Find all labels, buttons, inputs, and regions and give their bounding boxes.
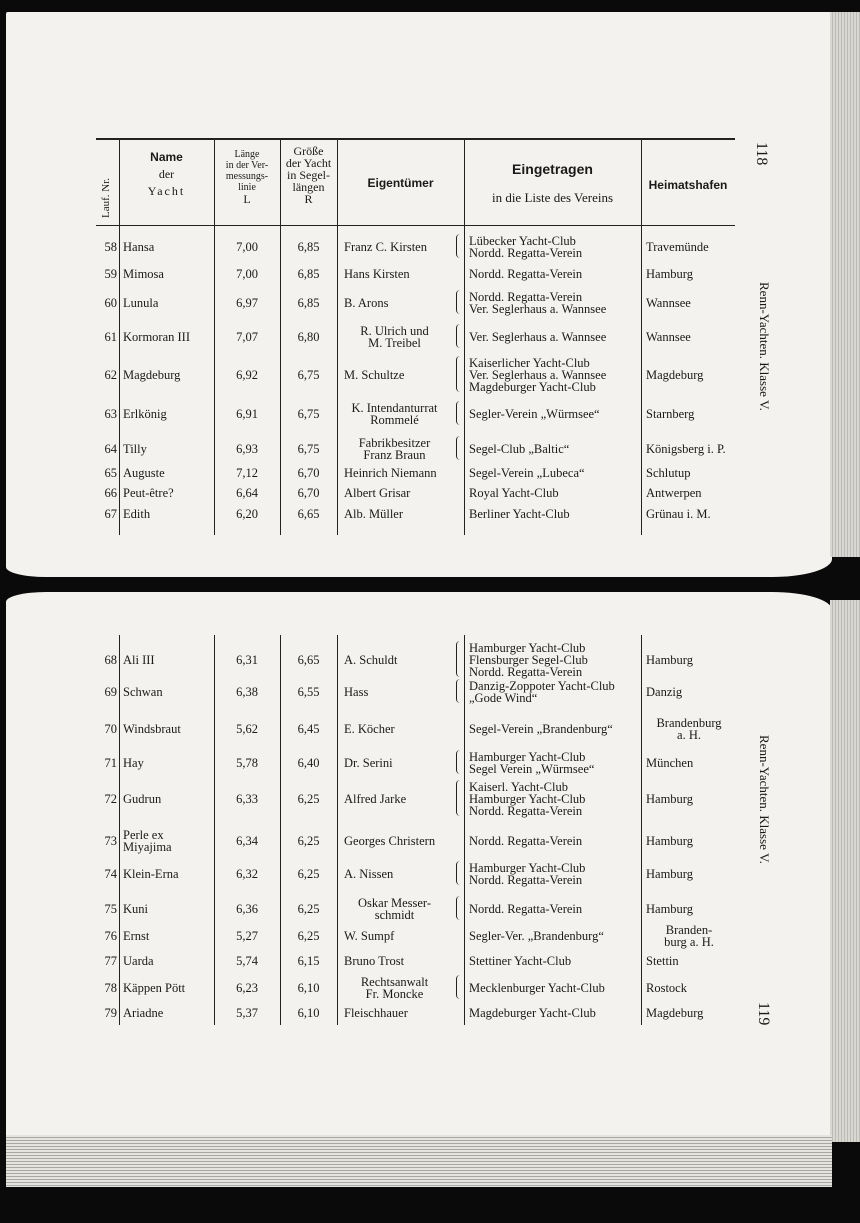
- row-name: Perle ex: [123, 828, 164, 842]
- brace: [456, 861, 460, 885]
- column-divider: [119, 140, 120, 535]
- row-owner: Fabrikbesitzer: [358, 436, 431, 450]
- row-groesse: 6,65: [297, 507, 320, 521]
- row-club: Nordd. Regatta-Verein: [469, 267, 583, 281]
- row-owner: Albert Grisar: [344, 486, 411, 500]
- row-owner: Georges Christern: [344, 834, 436, 848]
- row-nr: 78: [104, 981, 117, 995]
- row-heimatshafen: a. H.: [677, 728, 701, 742]
- row-nr: 74: [104, 867, 117, 881]
- row-laenge: 6,36: [236, 902, 258, 916]
- row-laenge: 6,97: [236, 296, 258, 310]
- row-laenge: 7,00: [236, 240, 258, 254]
- row-owner: Fleischhauer: [344, 1006, 408, 1020]
- row-laenge: 6,64: [236, 486, 258, 500]
- row-owner: K. Intendanturrat: [351, 401, 438, 415]
- row-name: Magdeburg: [123, 368, 181, 382]
- row-laenge: 6,32: [236, 867, 258, 881]
- header-laenge: messungs-: [225, 171, 269, 182]
- brace: [456, 436, 460, 460]
- row-owner: A. Schuldt: [344, 653, 398, 667]
- row-club: Segel Verein „Würmsee“: [469, 762, 595, 776]
- row-name: Ariadne: [123, 1006, 164, 1020]
- row-groesse: 6,80: [297, 330, 320, 344]
- header-laenge: Länge: [234, 149, 260, 160]
- row-nr: 76: [104, 929, 117, 943]
- row-club: Mecklenburger Yacht-Club: [469, 981, 605, 995]
- row-groesse: 6,65: [297, 653, 320, 667]
- row-club: Nordd. Regatta-Verein: [469, 290, 583, 304]
- row-club: Royal Yacht-Club: [469, 486, 559, 500]
- header-rule-top: [96, 138, 735, 140]
- row-nr: 58: [104, 240, 117, 254]
- row-name: Peut-être?: [123, 486, 174, 500]
- row-heimatshafen: Antwerpen: [646, 486, 702, 500]
- row-laenge: 6,31: [236, 653, 258, 667]
- row-nr: 70: [104, 722, 117, 736]
- row-heimatshafen: Danzig: [646, 685, 683, 699]
- row-heimatshafen: Rostock: [646, 981, 687, 995]
- row-laenge: 5,62: [236, 722, 258, 736]
- row-name: Miyajima: [123, 840, 172, 854]
- row-groesse: 6,10: [297, 1006, 320, 1020]
- row-club: Hamburger Yacht-Club: [469, 792, 586, 806]
- row-club: Segel-Verein „Brandenburg“: [469, 722, 613, 736]
- row-nr: 71: [104, 756, 117, 770]
- row-club: Magdeburger Yacht-Club: [469, 380, 596, 394]
- header-laenge: linie: [238, 182, 256, 193]
- row-club: Hamburger Yacht-Club: [469, 861, 586, 875]
- row-groesse: 6,55: [297, 685, 320, 699]
- row-heimatshafen: Hamburg: [646, 792, 693, 806]
- header-name: Yacht: [147, 184, 186, 198]
- row-name: Ali III: [123, 653, 155, 667]
- row-laenge: 6,20: [236, 507, 258, 521]
- row-laenge: 6,34: [236, 834, 258, 848]
- row-club: Nordd. Regatta-Verein: [469, 665, 583, 679]
- row-nr: 79: [104, 1006, 117, 1020]
- row-heimatshafen: burg a. H.: [664, 935, 714, 949]
- row-laenge: 5,27: [236, 929, 258, 943]
- row-club: Nordd. Regatta-Verein: [469, 246, 583, 260]
- row-groesse: 6,25: [297, 867, 320, 881]
- row-groesse: 6,25: [297, 834, 320, 848]
- row-club: Stettiner Yacht-Club: [469, 954, 572, 968]
- row-club: Berliner Yacht-Club: [469, 507, 570, 521]
- row-heimatshafen: Brandenburg: [656, 716, 722, 730]
- column-divider: [337, 140, 338, 535]
- row-groesse: 6,85: [297, 296, 320, 310]
- brace: [456, 750, 460, 774]
- row-name: Klein-Erna: [123, 867, 179, 881]
- row-owner: B. Arons: [344, 296, 389, 310]
- running-head-top: Renn-Yachten. Klasse V.: [757, 282, 772, 411]
- row-nr: 75: [104, 902, 117, 916]
- row-nr: 73: [104, 834, 117, 848]
- row-heimatshafen: Magdeburg: [646, 368, 704, 382]
- row-owner: W. Sumpf: [344, 929, 395, 943]
- row-groesse: 6,25: [297, 929, 320, 943]
- brace: [456, 641, 460, 677]
- header-eingetragen-sub: in die Liste des Vereins: [491, 190, 614, 205]
- row-name: Erlkönig: [123, 407, 167, 421]
- row-groesse: 6,45: [297, 722, 320, 736]
- row-club: Nordd. Regatta-Verein: [469, 804, 583, 818]
- row-club: Nordd. Regatta-Verein: [469, 834, 583, 848]
- row-name: Gudrun: [123, 792, 162, 806]
- row-name: Uarda: [123, 954, 154, 968]
- column-divider: [119, 635, 120, 1025]
- row-laenge: 5,78: [236, 756, 258, 770]
- row-groesse: 6,85: [297, 240, 320, 254]
- row-club: Hamburger Yacht-Club: [469, 750, 586, 764]
- row-owner: Dr. Serini: [344, 756, 393, 770]
- row-club: Kaiserlicher Yacht-Club: [469, 356, 590, 370]
- row-owner: Fr. Moncke: [365, 987, 424, 1001]
- row-nr: 72: [104, 792, 117, 806]
- row-owner: Oskar Messer-: [358, 896, 431, 910]
- row-groesse: 6,75: [297, 442, 320, 456]
- header-nr: Lauf. Nr.: [100, 177, 112, 218]
- row-laenge: 5,74: [236, 954, 258, 968]
- row-name: Schwan: [123, 685, 163, 699]
- row-name: Mimosa: [123, 267, 164, 281]
- row-club: Nordd. Regatta-Verein: [469, 873, 583, 887]
- row-name: Windsbraut: [123, 722, 181, 736]
- row-club: Ver. Seglerhaus a. Wannsee: [469, 330, 607, 344]
- brace: [456, 896, 460, 920]
- row-name: Kormoran III: [123, 330, 190, 344]
- row-owner: Franz Braun: [363, 448, 426, 462]
- row-owner: Rommelé: [370, 413, 419, 427]
- row-name: Edith: [123, 507, 151, 521]
- row-laenge: 6,33: [236, 792, 258, 806]
- header-eigentuemer: Eigentümer: [367, 176, 434, 190]
- header-groesse: Größe: [293, 144, 324, 158]
- header-groesse: längen: [292, 180, 325, 194]
- row-heimatshafen: Hamburg: [646, 653, 693, 667]
- row-club: Segel-Club „Baltic“: [469, 442, 570, 456]
- row-club: Segler-Verein „Würmsee“: [469, 407, 600, 421]
- page-edges-top: [830, 12, 860, 557]
- page-number-bottom: 119: [755, 1002, 772, 1026]
- row-groesse: 6,85: [297, 267, 320, 281]
- row-nr: 61: [104, 330, 117, 344]
- row-groesse: 6,10: [297, 981, 320, 995]
- row-heimatshafen: Hamburg: [646, 867, 693, 881]
- row-groesse: 6,40: [297, 756, 320, 770]
- brace: [456, 975, 460, 999]
- row-laenge: 6,38: [236, 685, 258, 699]
- header-laenge: in der Ver-: [225, 160, 269, 171]
- row-nr: 63: [104, 407, 117, 421]
- row-heimatshafen: Schlutup: [646, 466, 691, 480]
- row-club: Kaiserl. Yacht-Club: [469, 780, 568, 794]
- row-club: Segler-Ver. „Brandenburg“: [469, 929, 604, 943]
- column-divider: [337, 635, 338, 1025]
- row-owner: Hans Kirsten: [344, 267, 410, 281]
- row-club: Hamburger Yacht-Club: [469, 641, 586, 655]
- row-groesse: 6,15: [297, 954, 320, 968]
- row-laenge: 7,00: [236, 267, 258, 281]
- row-name: Lunula: [123, 296, 159, 310]
- row-club: Ver. Seglerhaus a. Wannsee: [469, 302, 607, 316]
- row-groesse: 6,70: [297, 486, 320, 500]
- row-laenge: 6,93: [236, 442, 258, 456]
- row-groesse: 6,70: [297, 466, 320, 480]
- row-nr: 62: [104, 368, 117, 382]
- row-owner: Alfred Jarke: [344, 792, 407, 806]
- header-name: Name: [150, 150, 183, 164]
- header-name: der: [158, 167, 175, 181]
- row-name: Auguste: [123, 466, 165, 480]
- row-groesse: 6,75: [297, 407, 320, 421]
- brace: [456, 679, 460, 703]
- row-club: Lübecker Yacht-Club: [469, 234, 576, 248]
- row-groesse: 6,75: [297, 368, 320, 382]
- row-heimatshafen: Starnberg: [646, 407, 695, 421]
- header-groesse: R: [304, 192, 313, 206]
- row-heimatshafen: Wannsee: [646, 330, 691, 344]
- page-number-top: 118: [753, 142, 770, 166]
- row-heimatshafen: Magdeburg: [646, 1006, 704, 1020]
- page-edges-stack: [6, 1135, 832, 1187]
- row-heimatshafen: München: [646, 756, 694, 770]
- row-name: Hansa: [123, 240, 155, 254]
- brace: [456, 290, 460, 314]
- row-heimatshafen: Travemünde: [646, 240, 709, 254]
- running-head-bottom: Renn-Yachten. Klasse V.: [757, 735, 772, 864]
- row-owner: Heinrich Niemann: [344, 466, 437, 480]
- row-laenge: 7,07: [236, 330, 258, 344]
- row-club: Nordd. Regatta-Verein: [469, 902, 583, 916]
- row-club: Magdeburger Yacht-Club: [469, 1006, 596, 1020]
- row-club: „Gode Wind“: [469, 691, 538, 705]
- row-nr: 59: [104, 267, 117, 281]
- row-nr: 60: [104, 296, 117, 310]
- row-name: Kuni: [123, 902, 148, 916]
- row-nr: 68: [104, 653, 117, 667]
- row-laenge: 6,91: [236, 407, 258, 421]
- row-heimatshafen: Wannsee: [646, 296, 691, 310]
- row-laenge: 6,92: [236, 368, 258, 382]
- header-laenge: L: [243, 192, 251, 206]
- row-nr: 65: [104, 466, 117, 480]
- row-club: Ver. Seglerhaus a. Wannsee: [469, 368, 607, 382]
- row-name: Käppen Pött: [123, 981, 186, 995]
- row-owner: Alb. Müller: [344, 507, 404, 521]
- column-divider: [641, 635, 642, 1025]
- row-owner: A. Nissen: [344, 867, 394, 881]
- header-groesse: in Segel-: [287, 168, 330, 182]
- row-name: Ernst: [123, 929, 150, 943]
- row-laenge: 6,23: [236, 981, 258, 995]
- row-owner: Hass: [344, 685, 369, 699]
- row-owner: R. Ulrich und: [360, 324, 429, 338]
- row-heimatshafen: Königsberg i. P.: [646, 442, 726, 456]
- row-heimatshafen: Grünau i. M.: [646, 507, 711, 521]
- row-groesse: 6,25: [297, 902, 320, 916]
- brace: [456, 401, 460, 425]
- row-club: Segel-Verein „Lubeca“: [469, 466, 585, 480]
- row-owner: schmidt: [374, 908, 415, 922]
- row-owner: E. Köcher: [344, 722, 395, 736]
- column-divider: [464, 635, 465, 1025]
- brace: [456, 356, 460, 392]
- brace: [456, 234, 460, 258]
- header-groesse: der Yacht: [285, 156, 332, 170]
- row-nr: 67: [104, 507, 117, 521]
- row-heimatshafen: Hamburg: [646, 902, 693, 916]
- row-nr: 64: [104, 442, 117, 456]
- row-owner: Bruno Trost: [344, 954, 405, 968]
- row-name: Tilly: [123, 442, 147, 456]
- row-owner: M. Schultze: [344, 368, 405, 382]
- row-heimatshafen: Hamburg: [646, 834, 693, 848]
- row-heimatshafen: Branden-: [665, 923, 713, 937]
- row-nr: 69: [104, 685, 117, 699]
- row-owner: M. Treibel: [368, 336, 421, 350]
- header-eingetragen: Eingetragen: [512, 161, 593, 177]
- brace: [456, 324, 460, 348]
- row-laenge: 7,12: [236, 466, 258, 480]
- row-club: Flensburger Segel-Club: [469, 653, 588, 667]
- page-edges-bottom: [830, 600, 860, 1142]
- header-heimatshafen: Heimatshafen: [648, 178, 728, 192]
- row-groesse: 6,25: [297, 792, 320, 806]
- row-heimatshafen: Hamburg: [646, 267, 693, 281]
- row-owner: Franz C. Kirsten: [344, 240, 427, 254]
- column-divider: [641, 140, 642, 535]
- row-nr: 77: [104, 954, 117, 968]
- row-name: Hay: [123, 756, 144, 770]
- row-heimatshafen: Stettin: [646, 954, 679, 968]
- row-nr: 66: [104, 486, 117, 500]
- row-laenge: 5,37: [236, 1006, 258, 1020]
- header-rule-bottom: [96, 225, 735, 226]
- row-club: Danzig-Zoppoter Yacht-Club: [469, 679, 615, 693]
- brace: [456, 780, 460, 816]
- row-owner: Rechtsanwalt: [360, 975, 429, 989]
